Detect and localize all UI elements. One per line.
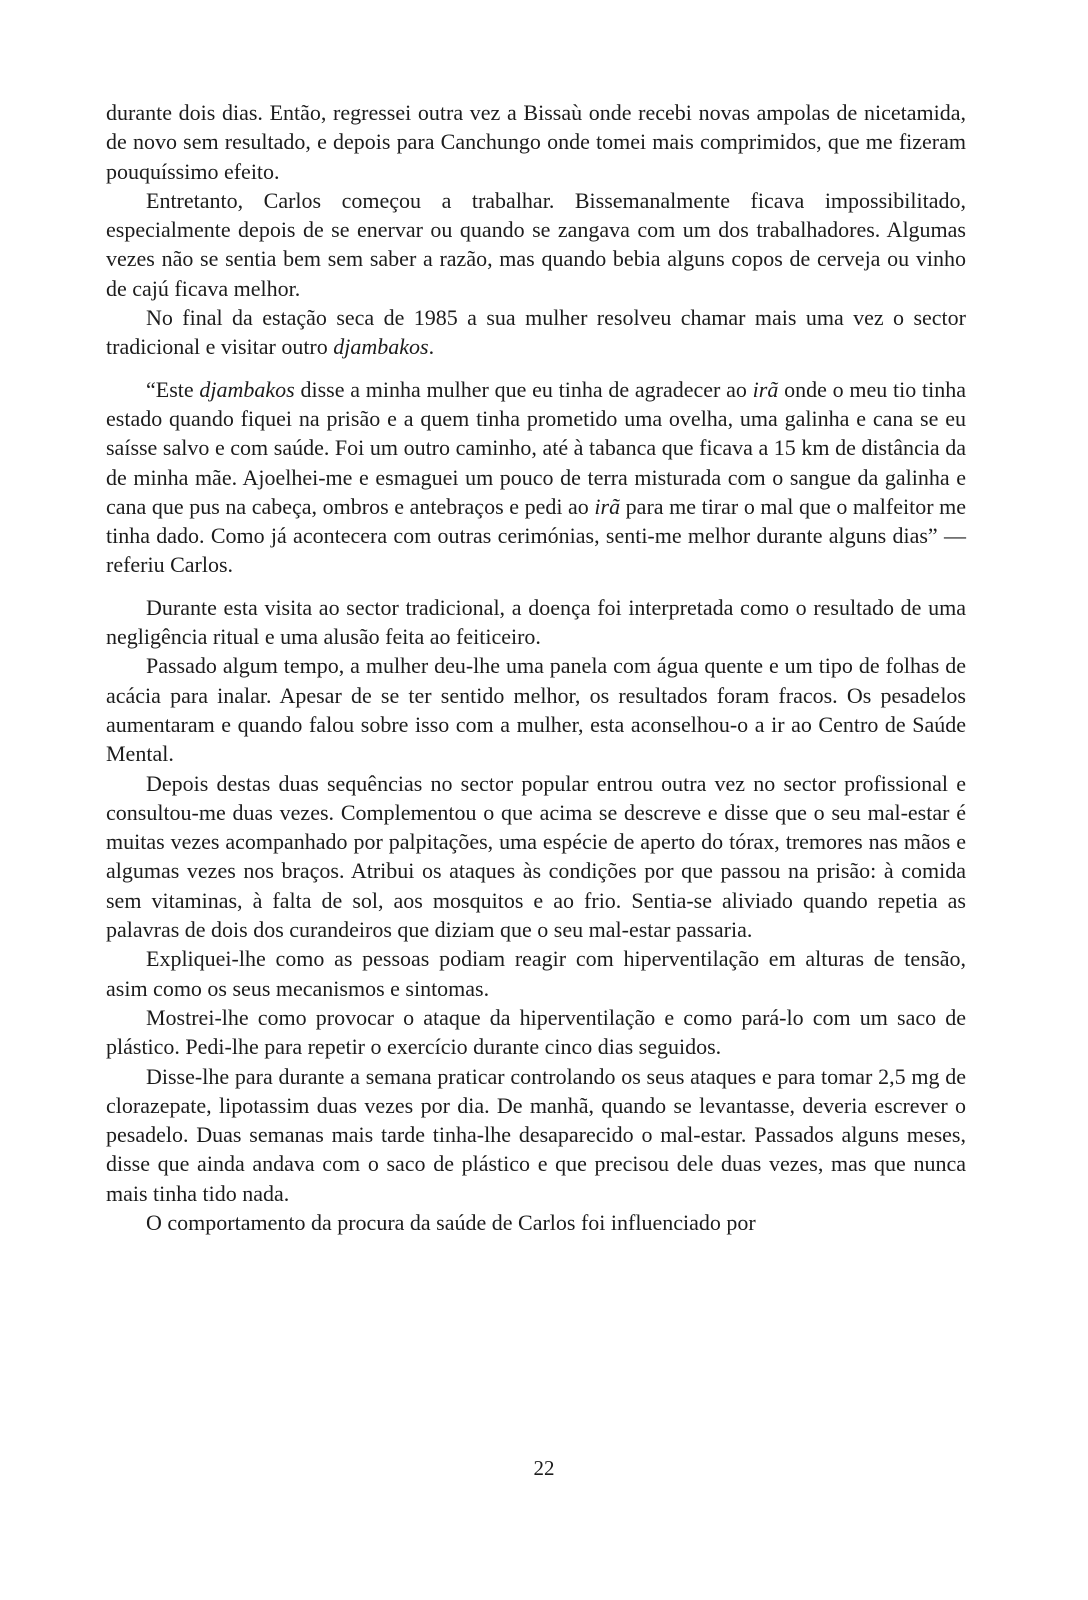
paragraph <box>106 944 966 1003</box>
italic-term: djambakos <box>199 376 295 402</box>
text-run: No final da estação seca de 1985 a sua mulher resolveu chamar mais uma vez o sector tradicional e visitar outro <box>106 305 966 360</box>
text-run: disse a minha mulher que eu tinha de agradecer ao <box>294 376 753 402</box>
text-run: para me tirar o mal que o malfeitor me tinha dado. Como já acontecera com outras cerimónias, senti-me melhor durante alguns dias” — referiu Carlos. <box>106 493 967 578</box>
text-run: Entretanto, Carlos começou a trabalhar. Bissemanalmente ficava impossibilitado, especialmente depois de se enervar ou quando se zangava com um dos trabalhadores. Algumas vezes não se sentia bem sem saber a razão, mas quando bebia alguns copos de cerveja ou vinho de cajú ficava melhor. <box>106 187 966 301</box>
text-run: onde o meu tio tinha estado quando fiquei na prisão e a quem tinha prometido uma ovelha, uma galinha e cana se eu saísse salvo e com saúde. Foi um outro caminho, até à tabanca que ficava a 15 km de distância da de minha mãe. Ajoelhei-me e esmaguei um pouco de terra misturada com o sangue da galinha e cana que pus na cabeça, ombros e antebraços e pedi ao <box>106 376 967 519</box>
paragraph <box>106 375 966 580</box>
paragraph <box>106 1003 966 1062</box>
paragraph <box>106 593 966 652</box>
text-run: Passado algum tempo, a mulher deu-lhe uma panela com água quente e um tipo de folhas de acácia para inalar. Apesar de se ter sentido melhor, os resultados foram fracos. Os pesadelos aumentaram e quando falou sobre isso com a mulher, esta aconselhou-o a ir ao Centro de Saúde Mental. <box>106 653 966 767</box>
text-run: Durante esta visita ao sector tradicional, a doença foi interpretada como o resultado de uma negligência ritual e uma alusão feita ao feiticeiro. <box>106 594 966 650</box>
paragraph <box>106 98 966 186</box>
italic-term: djambakos <box>333 334 429 360</box>
text-run: Disse-lhe para durante a semana praticar controlando os seus ataques e para tomar 2,5 mg de clorazepate, lipotassim duas vezes por dia. De manhã, quando se levantasse, deveria escrever o pesadelo. Duas semanas mais tarde tinha-lhe desaparecido o mal-estar. Passados alguns meses, disse que ainda andava com o saco de plástico e que precisou dele duas vezes, mas que nunca mais tinha tido nada. <box>106 1063 966 1206</box>
paragraph <box>106 303 966 362</box>
text-run: . <box>428 334 435 360</box>
text-run: Depois destas duas sequências no sector popular entrou outra vez no sector profissional e consultou-me duas vezes. Complementou o que acima se descreve e disse que o seu mal-estar é muitas vezes acompanhado por palpitações, uma espécie de aperto do tórax, tremores nas mãos e algumas vezes nos braços. Atribui os ataques às condições por que passou na prisão: à comida sem vitaminas, à falta de sol, aos mosquitos e ao frio. Sentia-se aliviado quando repetia as palavras de dois dos curandeiros que diziam que o seu mal-estar passaria. <box>106 770 966 943</box>
paragraph <box>106 769 966 945</box>
text-run: Mostrei-lhe como provocar o ataque da hiperventilação e como pará-lo com um saco de plástico. Pedi-lhe para repetir o exercício durante cinco dias seguidos. <box>106 1004 966 1060</box>
text-run: Expliquei-lhe como as pessoas podiam reagir com hiperventilação em alturas de tensão, asim como os seus mecanismos e sintomas. <box>106 946 966 1001</box>
text-run: O comportamento da procura da saúde de Carlos foi influenciado por <box>146 1209 756 1235</box>
page-body <box>106 98 966 1237</box>
italic-term: irã <box>752 376 779 402</box>
paragraph <box>106 1208 966 1237</box>
paragraph <box>106 1062 966 1208</box>
paragraph <box>106 186 966 303</box>
page-number: 22 <box>533 1456 555 1480</box>
text-run: durante dois dias. Então, regressei outra vez a Bissaù onde recebi novas ampolas de nicetamida, de novo sem resultado, e depois para Canchungo onde tomei mais comprimidos, que me fizeram pouquíssimo efeito. <box>106 100 966 184</box>
paragraph <box>106 651 966 768</box>
text-run: “Este <box>146 376 200 402</box>
italic-term: irã <box>594 493 621 519</box>
